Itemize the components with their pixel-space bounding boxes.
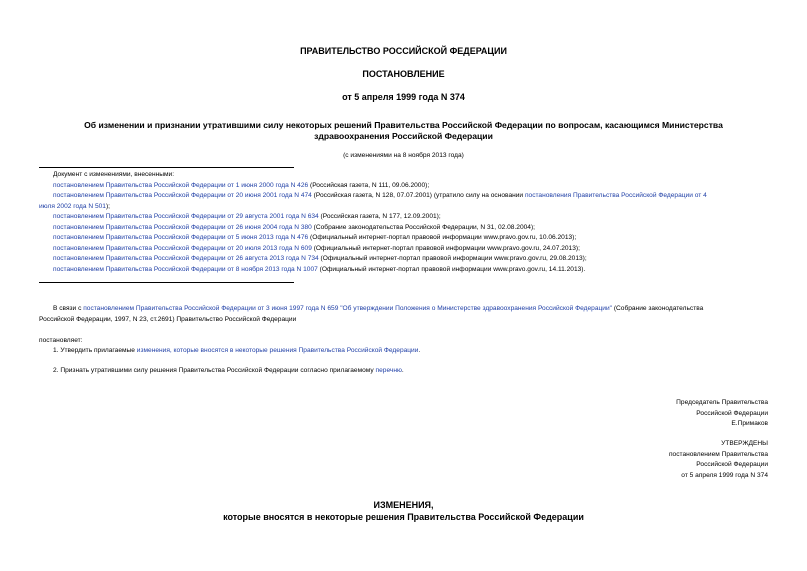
divider-top bbox=[39, 167, 294, 168]
point-2-pre: 2. Признать утратившими силу решения Правительства Российской Федерации согласно прилагаемому bbox=[53, 367, 376, 374]
point-1 bbox=[53, 346, 420, 357]
amendment-source-end: ); bbox=[105, 202, 110, 210]
amendment-link[interactable]: постановлением Правительства Российской Федерации от 20 июня 2001 года N 474 bbox=[53, 192, 312, 199]
government-heading: ПРАВИТЕЛЬСТВО РОССИЙСКОЙ ФЕДЕРАЦИИ bbox=[300, 46, 507, 56]
preamble bbox=[39, 304, 769, 325]
annex-subtitle: которые вносятся в некоторые решения Правительства Российской Федерации bbox=[223, 512, 584, 522]
changes-link[interactable]: изменения, которые вносятся в некоторые решения Правительства Российской Федерации bbox=[136, 347, 419, 354]
approved-by: постановлением Правительства bbox=[668, 450, 768, 458]
amendment-link[interactable]: постановлением Правительства Российской Федерации от 26 июня 2004 года N 380 bbox=[53, 223, 312, 231]
amendment-link[interactable]: постановлением Правительства Российской Федерации от 29 августа 2001 года N 634 bbox=[53, 213, 319, 220]
document-date-number: от 5 апреля 1999 года N 374 bbox=[342, 92, 465, 102]
preamble-line1 bbox=[39, 304, 769, 315]
list-item-continued bbox=[39, 202, 779, 213]
list-item bbox=[39, 212, 779, 223]
amendment-link[interactable]: постановлением Правительства Российской Федерации от 5 июня 2013 года N 476 bbox=[53, 234, 309, 241]
document-type: ПОСТАНОВЛЕНИЕ bbox=[362, 69, 445, 79]
list-link[interactable]: перечню bbox=[375, 367, 402, 374]
amendment-link[interactable]: постановлением Правительства Российской Федерации от 8 ноября 2013 года N 1007 bbox=[53, 265, 318, 273]
preamble-pre: В связи с bbox=[53, 305, 84, 312]
amendment-link[interactable]: постановлением Правительства Российской Федерации от 26 августа 2013 года N 734 bbox=[53, 255, 319, 262]
changes-list bbox=[39, 170, 779, 275]
amendment-source: (Официальный интернет-портал правовой информации www.pravo.gov.ru, 10.06.2013); bbox=[308, 234, 577, 241]
changes-intro: Документ с изменениями, внесенными: bbox=[53, 171, 175, 178]
approved-org: Российской Федерации bbox=[696, 461, 768, 468]
signature-block bbox=[560, 398, 768, 430]
amended-note: (с изменениями на 8 ноября 2013 года) bbox=[343, 152, 464, 159]
amendment-source: (Официальный интернет-портал правовой информации www.pravo.gov.ru, 29.08.2013); bbox=[318, 255, 587, 262]
resolves-text: постановляет: bbox=[39, 337, 83, 344]
signature-name: Е.Примаков bbox=[731, 420, 768, 427]
divider-bottom bbox=[39, 282, 294, 283]
document-title-line2: здравоохранения Российской Федерации bbox=[314, 131, 493, 141]
annex-title: ИЗМЕНЕНИЯ, bbox=[373, 500, 434, 510]
point-2 bbox=[53, 366, 404, 377]
list-item bbox=[39, 181, 779, 192]
amendment-link[interactable]: постановлением Правительства Российской Федерации от 20 июля 2013 года N 609 bbox=[53, 244, 312, 252]
basis-resolution-link[interactable]: постановлением Правительства Российской Федерации от 3 июня 1997 года N 659 "Об утверждении Положения о Министерстве здравоохранения Российской Федерации" bbox=[83, 305, 612, 312]
list-item bbox=[39, 254, 779, 265]
signature-title: Председатель Правительства bbox=[676, 399, 768, 406]
amendment-source: (Официальный интернет-портал правовой информации www.pravo.gov.ru, 14.11.2013). bbox=[317, 265, 586, 273]
approved-date: от 5 апреля 1999 года N 374 bbox=[681, 471, 768, 479]
point-2-post: . bbox=[401, 367, 404, 374]
approved-heading: УТВЕРЖДЕНЫ bbox=[721, 440, 768, 447]
preamble-line2: Российской Федерации, 1997, N 23, ст.2691) Правительство Российской Федерации bbox=[39, 315, 297, 323]
amendment-source: (Официальный интернет-портал правовой информации www.pravo.gov.ru, 24.07.2013); bbox=[311, 244, 580, 252]
approved-block bbox=[560, 439, 768, 481]
preamble-post: (Собрание законодательства bbox=[611, 305, 704, 312]
amendment-source: (Собрание законодательства Российской Федерации, N 31, 02.08.2004); bbox=[311, 223, 535, 231]
point-1-post: . bbox=[418, 347, 421, 354]
document-title-line1: Об изменении и признании утратившими силу некоторых решений Правительства Российской Федерации по вопросам, касающимся Министерства bbox=[84, 120, 723, 130]
list-item bbox=[39, 223, 779, 234]
list-item bbox=[39, 244, 779, 255]
list-item bbox=[39, 265, 779, 276]
amendment-source: (Российская газета, N 177, 12.09.2001); bbox=[318, 213, 441, 220]
repeal-link-continued[interactable]: июля 2002 года N 501 bbox=[39, 202, 106, 210]
list-item bbox=[39, 191, 779, 202]
amendment-source: (Российская газета, N 111, 09.06.2000); bbox=[308, 181, 430, 189]
amendment-link[interactable]: постановлением Правительства Российской Федерации от 1 июня 2000 года N 426 bbox=[53, 181, 309, 189]
repeal-link[interactable]: постановления Правительства Российской Федерации от 4 bbox=[524, 192, 707, 199]
amendment-source: (Российская газета, N 128, 07.07.2001) (утратило силу на основании bbox=[311, 192, 525, 199]
document-title bbox=[40, 120, 767, 142]
point-1-pre: 1. Утвердить прилагаемые bbox=[53, 347, 137, 354]
signature-org: Российской Федерации bbox=[696, 409, 768, 417]
list-item bbox=[39, 233, 779, 244]
